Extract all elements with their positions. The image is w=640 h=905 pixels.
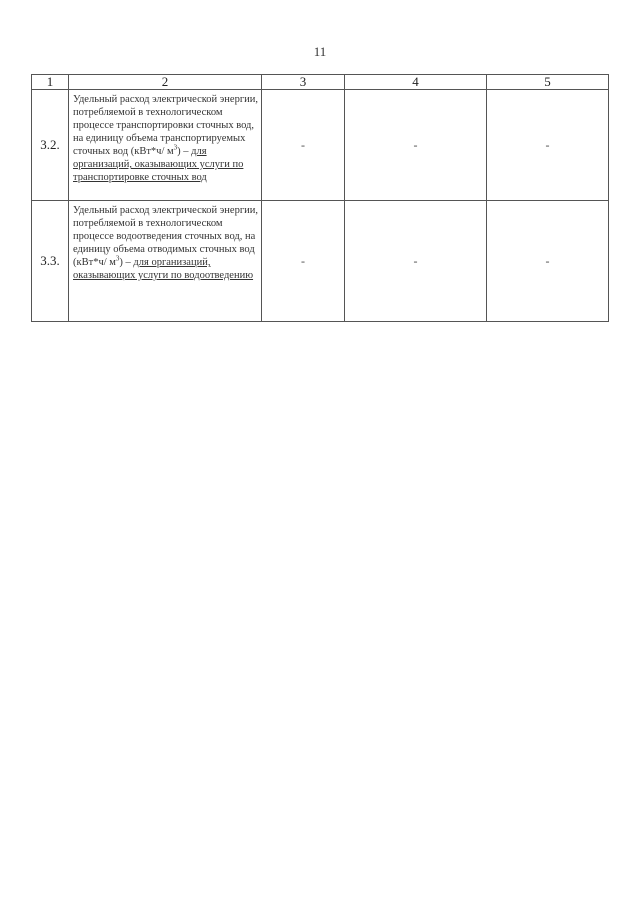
row-number: 3.3. [32, 201, 69, 322]
indicator-table [31, 74, 609, 322]
value-cell: - [345, 201, 487, 322]
header-cell: 3 [262, 75, 345, 90]
description-tail: ) – [119, 257, 134, 268]
value-cell: - [345, 90, 487, 201]
description-text: Удельный расход электрической энергии, потребляемой в технологическом процессе транспортировки сточных вод, на единицу объема транспортируемых сточных вод (кВт*ч/ м [73, 94, 259, 157]
header-cell: 5 [487, 75, 609, 90]
row-description [69, 90, 262, 201]
description-underlined: для организаций, оказывающих услуги по водоотведению [73, 257, 254, 281]
description-underlined: для организаций, оказывающих услуги по транспортировке сточных вод [73, 146, 244, 183]
value-cell: - [262, 201, 345, 322]
description-tail: ) – [177, 146, 192, 157]
value-cell: - [487, 201, 609, 322]
unit-superscript: 3 [115, 254, 120, 263]
value-cell: - [487, 90, 609, 201]
unit-superscript: 3 [173, 143, 178, 152]
row-description [69, 201, 262, 322]
row-number: 3.2. [32, 90, 69, 201]
value-cell: - [262, 90, 345, 201]
header-cell: 4 [345, 75, 487, 90]
table-header-row [32, 75, 609, 90]
table-row [32, 90, 609, 201]
header-cell: 2 [69, 75, 262, 90]
header-cell: 1 [32, 75, 69, 90]
description-text: Удельный расход электрической энергии, потребляемой в технологическом процессе водоотведения сточных вод, на единицу объема отводимых сточных вод (кВт*ч/ м [73, 205, 259, 268]
table-row [32, 201, 609, 322]
page-number: 11 [313, 44, 327, 59]
